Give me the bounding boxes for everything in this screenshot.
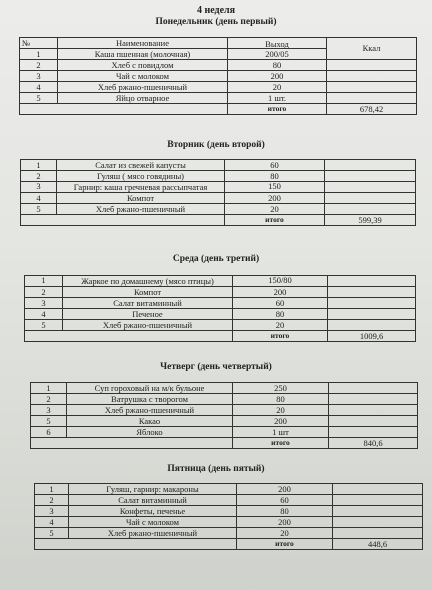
cell-name: Хлеб ржано-пшеничный [67, 405, 233, 416]
table-row [21, 160, 416, 171]
table-row [25, 276, 416, 287]
cell-num: 1 [31, 383, 67, 394]
cell-output: 80 [233, 394, 329, 405]
cell-kcal [325, 171, 416, 182]
cell-num: 2 [31, 394, 67, 405]
total-row [20, 104, 417, 115]
table-row [31, 427, 418, 438]
cell-output: 60 [233, 298, 328, 309]
cell-name: Чай с молоком [69, 517, 237, 528]
table-row [31, 416, 418, 427]
cell-output: 20 [225, 204, 325, 215]
total-label: итого [233, 331, 328, 342]
cell-name: Чай с молоком [58, 71, 228, 82]
cell-kcal [333, 506, 423, 517]
cell-name: Ватрушка с творогом [67, 394, 233, 405]
cell-num: 3 [20, 71, 58, 82]
cell-output: 200/05 [228, 49, 327, 60]
cell-name: Компот [63, 287, 233, 298]
cell-kcal [329, 427, 418, 438]
total-row [31, 438, 418, 449]
cell-output: 1 шт. [228, 93, 327, 104]
total-label: итого [233, 438, 329, 449]
cell-output: 20 [233, 320, 328, 331]
total-row [25, 331, 416, 342]
table-row [21, 182, 416, 193]
cell-name: Салат из свежей капусты [57, 160, 225, 171]
cell-name: Салат витаминный [69, 495, 237, 506]
total-row [35, 539, 423, 550]
cell-output: 200 [228, 71, 327, 82]
cell-kcal [329, 383, 418, 394]
header-kcal: Ккал [327, 38, 417, 60]
total-label: итого [228, 104, 327, 115]
cell-output: 200 [237, 484, 333, 495]
cell-num: 2 [20, 60, 58, 71]
day-title-wednesday: Среда (день третий) [172, 254, 260, 264]
cell-kcal [327, 71, 417, 82]
cell-kcal [328, 320, 416, 331]
cell-output: 200 [237, 517, 333, 528]
cell-name: Печеное [63, 309, 233, 320]
total-value: 1009,6 [328, 331, 416, 342]
cell-output: 80 [228, 60, 327, 71]
cell-kcal [328, 287, 416, 298]
cell-kcal [329, 394, 418, 405]
cell-output: 200 [225, 193, 325, 204]
table-row [31, 405, 418, 416]
cell-name: Жаркое по домашнему (мясо птицы) [63, 276, 233, 287]
cell-name: Гарнир: каша гречневая рассыпчатая [57, 182, 225, 193]
header-output: Выход [228, 38, 327, 49]
total-row [21, 215, 416, 226]
cell-output: 80 [233, 309, 328, 320]
cell-num: 1 [21, 160, 57, 171]
total-label: итого [225, 215, 325, 226]
cell-name: Конфеты, печенье [69, 506, 237, 517]
cell-output: 80 [237, 506, 333, 517]
cell-output: 80 [225, 171, 325, 182]
menu-table-monday [19, 37, 417, 115]
cell-num: 4 [25, 309, 63, 320]
cell-kcal [328, 276, 416, 287]
cell-num: 5 [20, 93, 58, 104]
table-row [31, 394, 418, 405]
table-row [25, 320, 416, 331]
table-row [35, 495, 423, 506]
table-row [20, 60, 417, 71]
total-value: 840,6 [329, 438, 418, 449]
cell-kcal [325, 193, 416, 204]
cell-kcal [333, 495, 423, 506]
menu-table-friday [34, 483, 423, 550]
header-num: № [20, 38, 58, 49]
menu-table-tuesday [20, 159, 416, 226]
cell-num: 3 [31, 405, 67, 416]
cell-name: Компот [57, 193, 225, 204]
table-row [20, 82, 417, 93]
cell-output: 60 [237, 495, 333, 506]
table-row [20, 93, 417, 104]
cell-output: 200 [233, 287, 328, 298]
cell-kcal [333, 528, 423, 539]
cell-name: Хлеб ржано-пшеничный [69, 528, 237, 539]
total-value: 448,6 [333, 539, 423, 550]
menu-table-wednesday [24, 275, 416, 342]
cell-num: 2 [21, 171, 57, 182]
cell-output: 150/80 [233, 276, 328, 287]
cell-name: Гуляш, гарнир: макароны [69, 484, 237, 495]
table-row [35, 517, 423, 528]
cell-num: 5 [21, 204, 57, 215]
cell-kcal [327, 93, 417, 104]
cell-num: 2 [25, 287, 63, 298]
total-value: 678,42 [327, 104, 417, 115]
cell-num: 4 [35, 517, 69, 528]
cell-name: Яблоко [67, 427, 233, 438]
cell-name: Каша пшенная (молочная) [58, 49, 228, 60]
cell-num: 3 [25, 298, 63, 309]
cell-kcal [329, 416, 418, 427]
table-row [21, 193, 416, 204]
cell-num: 5 [31, 416, 67, 427]
cell-kcal [333, 484, 423, 495]
week-title: 4 неделя [196, 5, 236, 16]
total-value: 599,39 [325, 215, 416, 226]
menu-table-thursday [30, 382, 418, 449]
day-title-thursday: Четверг (день четвертый) [160, 362, 272, 372]
cell-kcal [325, 160, 416, 171]
table-row [35, 528, 423, 539]
cell-num: 3 [21, 182, 57, 193]
table-row [35, 484, 423, 495]
cell-name: Какао [67, 416, 233, 427]
cell-kcal [328, 298, 416, 309]
table-row [25, 309, 416, 320]
cell-num: 1 [35, 484, 69, 495]
cell-num: 1 [25, 276, 63, 287]
cell-kcal [327, 60, 417, 71]
cell-name: Хлеб ржано-пшеничный [57, 204, 225, 215]
cell-num: 2 [35, 495, 69, 506]
cell-name: Хлеб ржано-пшеничный [58, 82, 228, 93]
cell-kcal [325, 182, 416, 193]
cell-output: 20 [228, 82, 327, 93]
table-row [21, 171, 416, 182]
day-title-friday: Пятница (день пятый) [167, 464, 265, 474]
header-name: Наименование [58, 38, 228, 49]
table-row [31, 383, 418, 394]
cell-num: 1 [20, 49, 58, 60]
cell-name: Суп гороховый на м/к бульоне [67, 383, 233, 394]
cell-output: 20 [237, 528, 333, 539]
table-row [35, 506, 423, 517]
cell-name: Гуляш ( мясо говядины) [57, 171, 225, 182]
cell-num: 6 [31, 427, 67, 438]
cell-name: Салат витаминный [63, 298, 233, 309]
day-title-tuesday: Вторник (день второй) [167, 140, 265, 150]
cell-name: Хлеб с повидлом [58, 60, 228, 71]
table-row [20, 71, 417, 82]
cell-output: 60 [225, 160, 325, 171]
cell-output: 1 шт [233, 427, 329, 438]
cell-num: 5 [35, 528, 69, 539]
cell-output: 20 [233, 405, 329, 416]
table-row [25, 298, 416, 309]
cell-num: 3 [35, 506, 69, 517]
cell-output: 150 [225, 182, 325, 193]
table-row [25, 287, 416, 298]
cell-num: 4 [20, 82, 58, 93]
cell-name: Яйцо отварное [58, 93, 228, 104]
day-title-monday: Понедельник (день первый) [155, 17, 277, 27]
cell-kcal [329, 405, 418, 416]
cell-output: 250 [233, 383, 329, 394]
cell-kcal [333, 517, 423, 528]
total-label: итого [237, 539, 333, 550]
cell-name: Хлеб ржано-пшеничный [63, 320, 233, 331]
cell-num: 5 [25, 320, 63, 331]
header-row [20, 38, 417, 49]
cell-kcal [325, 204, 416, 215]
cell-kcal [328, 309, 416, 320]
cell-num: 4 [21, 193, 57, 204]
cell-output: 200 [233, 416, 329, 427]
cell-kcal [327, 82, 417, 93]
table-row [21, 204, 416, 215]
